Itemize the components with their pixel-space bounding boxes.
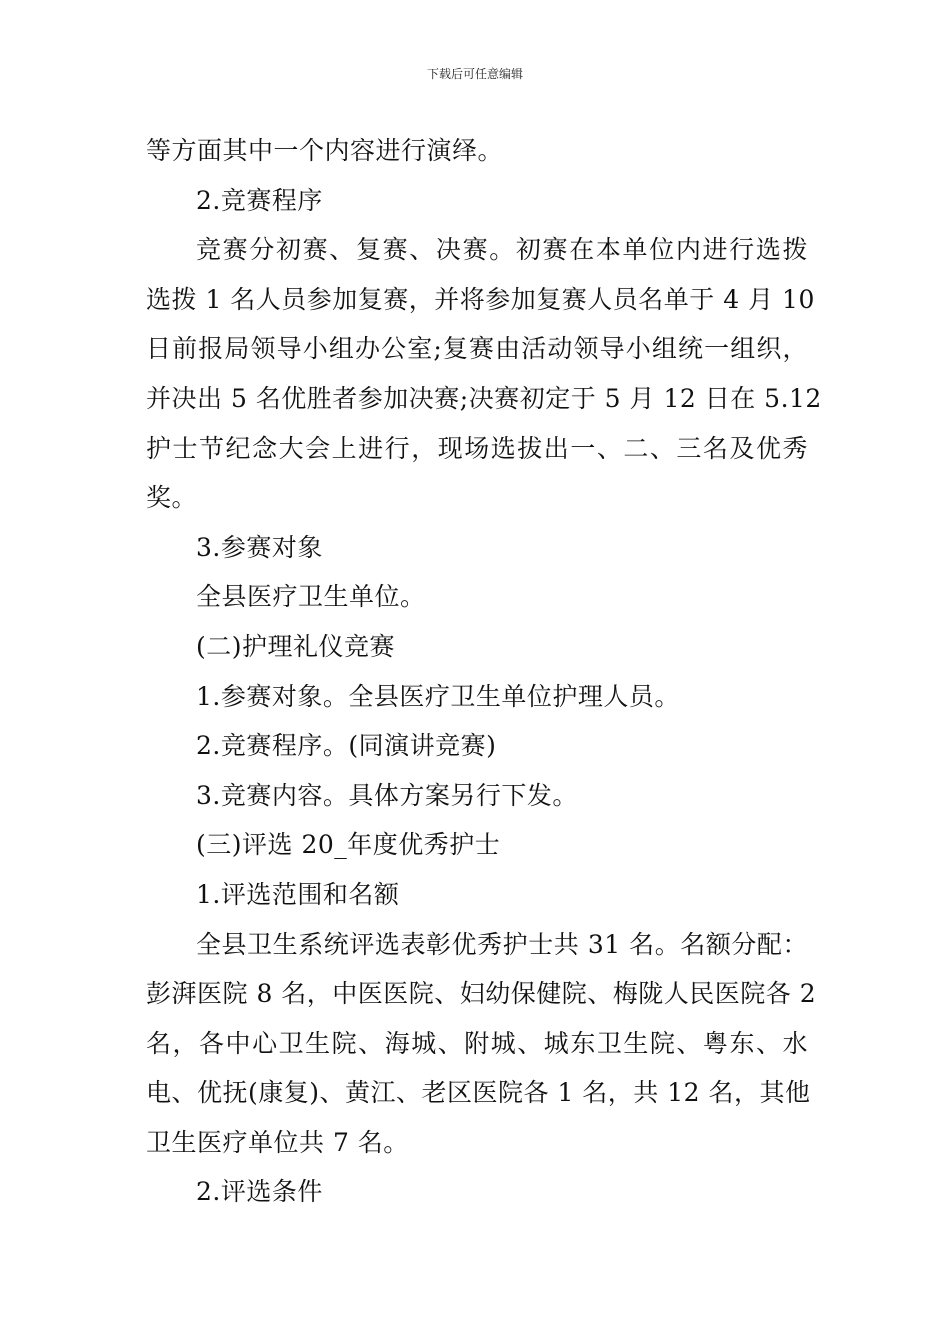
paragraph-line: 卫生医疗单位共 7 名。 xyxy=(146,1127,409,1157)
page-header: 下载后可任意编辑 xyxy=(426,67,523,81)
section-heading: (二)护理礼仪竞赛 xyxy=(196,631,396,661)
paragraph-line: 全县卫生系统评选表彰优秀护士共 31 名。名额分配： xyxy=(196,929,808,959)
paragraph-line: 护士节纪念大会上进行，现场选拔出一、二、三名及优秀 xyxy=(146,433,808,463)
document-body xyxy=(146,126,822,1217)
section-heading: (三)评选 20_年度优秀护士 xyxy=(196,830,501,860)
section-heading: 1.评选范围和名额 xyxy=(196,879,400,909)
section-heading: 3.参赛对象 xyxy=(196,532,323,562)
section-heading: 2.评选条件 xyxy=(196,1177,323,1207)
paragraph-line: 选拨 1 名人员参加复赛，并将参加复赛人员名单于 4 月 10 xyxy=(146,284,815,314)
body-line: 等方面其中一个内容进行演绎。 xyxy=(146,136,504,165)
paragraph-line: 竞赛分初赛、复赛、决赛。初赛在本单位内进行选拨 xyxy=(196,235,808,265)
list-item: 2.竞赛程序。(同演讲竞赛) xyxy=(196,731,497,761)
list-item: 1.参赛对象。全县医疗卫生单位护理人员。 xyxy=(196,681,680,711)
paragraph-line: 名，各中心卫生院、海城、附城、城东卫生院、粤东、水 xyxy=(146,1028,808,1058)
paragraph-line: 并决出 5 名优胜者参加决赛;决赛初定于 5 月 12 日在 5.12 xyxy=(146,383,822,413)
paragraph-line: 奖。 xyxy=(146,483,198,513)
paragraph-line: 日前报局领导小组办公室;复赛由活动领导小组统一组织， xyxy=(146,334,808,364)
paragraph-line: 电、优抚(康复)、黄江、老区医院各 1 名，共 12 名，其他 xyxy=(146,1078,811,1108)
paragraph-line: 彭湃医院 8 名，中医医院、妇幼保健院、梅陇人民医院各 2 xyxy=(146,979,817,1009)
list-item: 3.竞赛内容。具体方案另行下发。 xyxy=(196,780,578,810)
section-heading: 2.竞赛程序 xyxy=(196,185,323,215)
paragraph-line: 全县医疗卫生单位。 xyxy=(196,582,426,612)
